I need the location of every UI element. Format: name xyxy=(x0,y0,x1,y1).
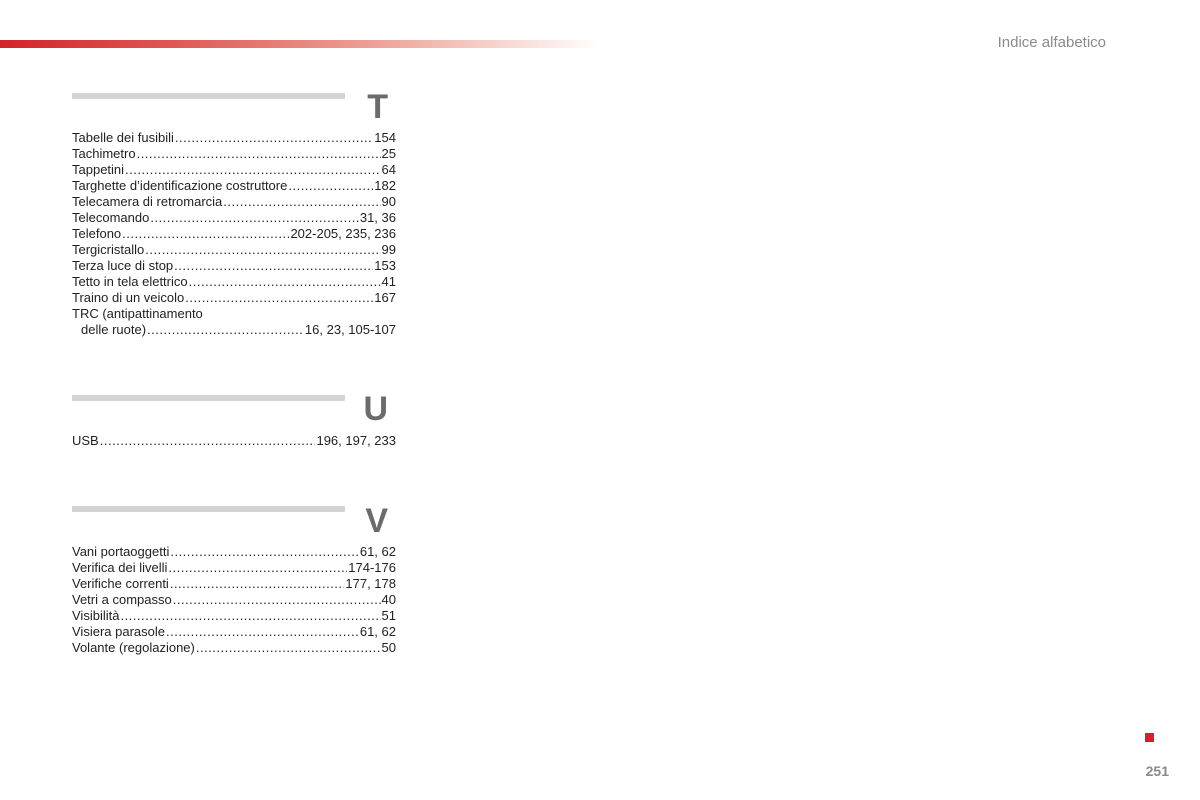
index-entry xyxy=(72,592,396,608)
entry-pages: 61, 62 xyxy=(359,544,396,559)
index-entry xyxy=(72,624,396,640)
entry-term: Verifica dei livelli xyxy=(72,560,168,575)
dot-leader xyxy=(120,608,380,624)
entry-pages: 51 xyxy=(381,608,396,623)
entry-pages: 61, 62 xyxy=(359,624,396,639)
section-divider xyxy=(72,93,345,99)
page-marker-square xyxy=(1145,733,1154,742)
entry-term: Volante (regolazione) xyxy=(72,640,195,655)
index-entry xyxy=(72,146,396,162)
index-entry xyxy=(72,226,396,242)
index-entries xyxy=(72,544,396,656)
dot-leader xyxy=(174,258,373,274)
dot-leader xyxy=(170,576,345,592)
index-entry xyxy=(72,560,396,576)
header-accent-bar xyxy=(0,40,600,48)
dot-leader xyxy=(185,290,373,306)
index-entry xyxy=(72,258,396,274)
entry-term: Tappetini xyxy=(72,162,125,177)
entry-term: Visibilità xyxy=(72,608,120,623)
dot-leader xyxy=(145,242,380,258)
entry-term: Terza luce di stop xyxy=(72,258,174,273)
dot-leader xyxy=(288,178,373,194)
index-entry xyxy=(72,274,396,290)
entry-term: Tachimetro xyxy=(72,146,136,161)
entry-pages: 154 xyxy=(374,130,396,145)
entry-term: Telecamera di retromarcia xyxy=(72,194,223,209)
index-entries xyxy=(72,433,396,449)
entry-pages: 167 xyxy=(374,290,396,305)
entry-term: Tabelle dei fusibili xyxy=(72,130,174,145)
entry-pages: 16, 23, 105-107 xyxy=(304,322,396,337)
entry-term: Tetto in tela elettrico xyxy=(72,274,188,289)
entry-term: Traino di un veicolo xyxy=(72,290,185,305)
section-divider xyxy=(72,395,345,401)
entry-pages: 196, 197, 233 xyxy=(316,433,396,448)
dot-leader xyxy=(196,640,381,656)
entry-term: Vetri a compasso xyxy=(72,592,172,607)
section-divider xyxy=(72,506,345,512)
index-entry xyxy=(72,576,396,592)
entry-pages: 41 xyxy=(381,274,396,289)
entry-pages: 174-176 xyxy=(348,560,396,575)
entry-pages: 40 xyxy=(381,592,396,607)
section-letter: T xyxy=(367,88,388,126)
entry-term: Vani portaoggetti xyxy=(72,544,170,559)
dot-leader xyxy=(189,274,381,290)
entry-pages: 25 xyxy=(381,146,396,161)
index-entry xyxy=(72,242,396,258)
dot-leader xyxy=(175,130,373,146)
entry-pages: 177, 178 xyxy=(345,576,396,591)
dot-leader xyxy=(137,146,381,162)
dot-leader xyxy=(168,560,347,576)
entry-pages: 50 xyxy=(381,640,396,655)
index-entry xyxy=(72,608,396,624)
dot-leader xyxy=(150,210,359,226)
dot-leader xyxy=(223,194,380,210)
dot-leader xyxy=(173,592,381,608)
index-entry-first-line: TRC (antipattinamento xyxy=(72,306,203,321)
index-entry xyxy=(72,130,396,146)
entry-term: Visiera parasole xyxy=(72,624,165,639)
entry-pages: 64 xyxy=(381,162,396,177)
index-entry xyxy=(72,290,396,306)
dot-leader xyxy=(100,433,316,449)
dot-leader xyxy=(125,162,380,178)
entry-term: Tergicristallo xyxy=(72,242,145,257)
page-header-title: Indice alfabetico xyxy=(997,34,1106,51)
dot-leader xyxy=(166,624,359,640)
page-number: 251 xyxy=(1145,763,1169,779)
index-entry xyxy=(72,544,396,560)
index-entry xyxy=(72,210,396,226)
entry-pages: 90 xyxy=(381,194,396,209)
section-letter: U xyxy=(363,390,388,428)
index-entry xyxy=(72,433,396,449)
entry-pages: 153 xyxy=(374,258,396,273)
dot-leader xyxy=(122,226,289,242)
index-entry xyxy=(72,162,396,178)
index-entries xyxy=(72,130,396,338)
index-entry xyxy=(72,322,396,338)
entry-term: Targhette d’identificazione costruttore xyxy=(72,178,288,193)
entry-pages: 31, 36 xyxy=(359,210,396,225)
entry-term: Telefono xyxy=(72,226,122,241)
dot-leader xyxy=(147,322,304,338)
entry-term: Telecomando xyxy=(72,210,150,225)
entry-pages: 202-205, 235, 236 xyxy=(290,226,396,241)
index-entry xyxy=(72,178,396,194)
entry-term: Verifiche correnti xyxy=(72,576,169,591)
index-entry xyxy=(72,640,396,656)
dot-leader xyxy=(170,544,359,560)
entry-term: USB xyxy=(72,433,99,448)
entry-pages: 182 xyxy=(374,178,396,193)
entry-term: delle ruote) xyxy=(81,322,147,337)
index-entry xyxy=(72,194,396,210)
entry-pages: 99 xyxy=(381,242,396,257)
section-letter: V xyxy=(365,502,388,540)
